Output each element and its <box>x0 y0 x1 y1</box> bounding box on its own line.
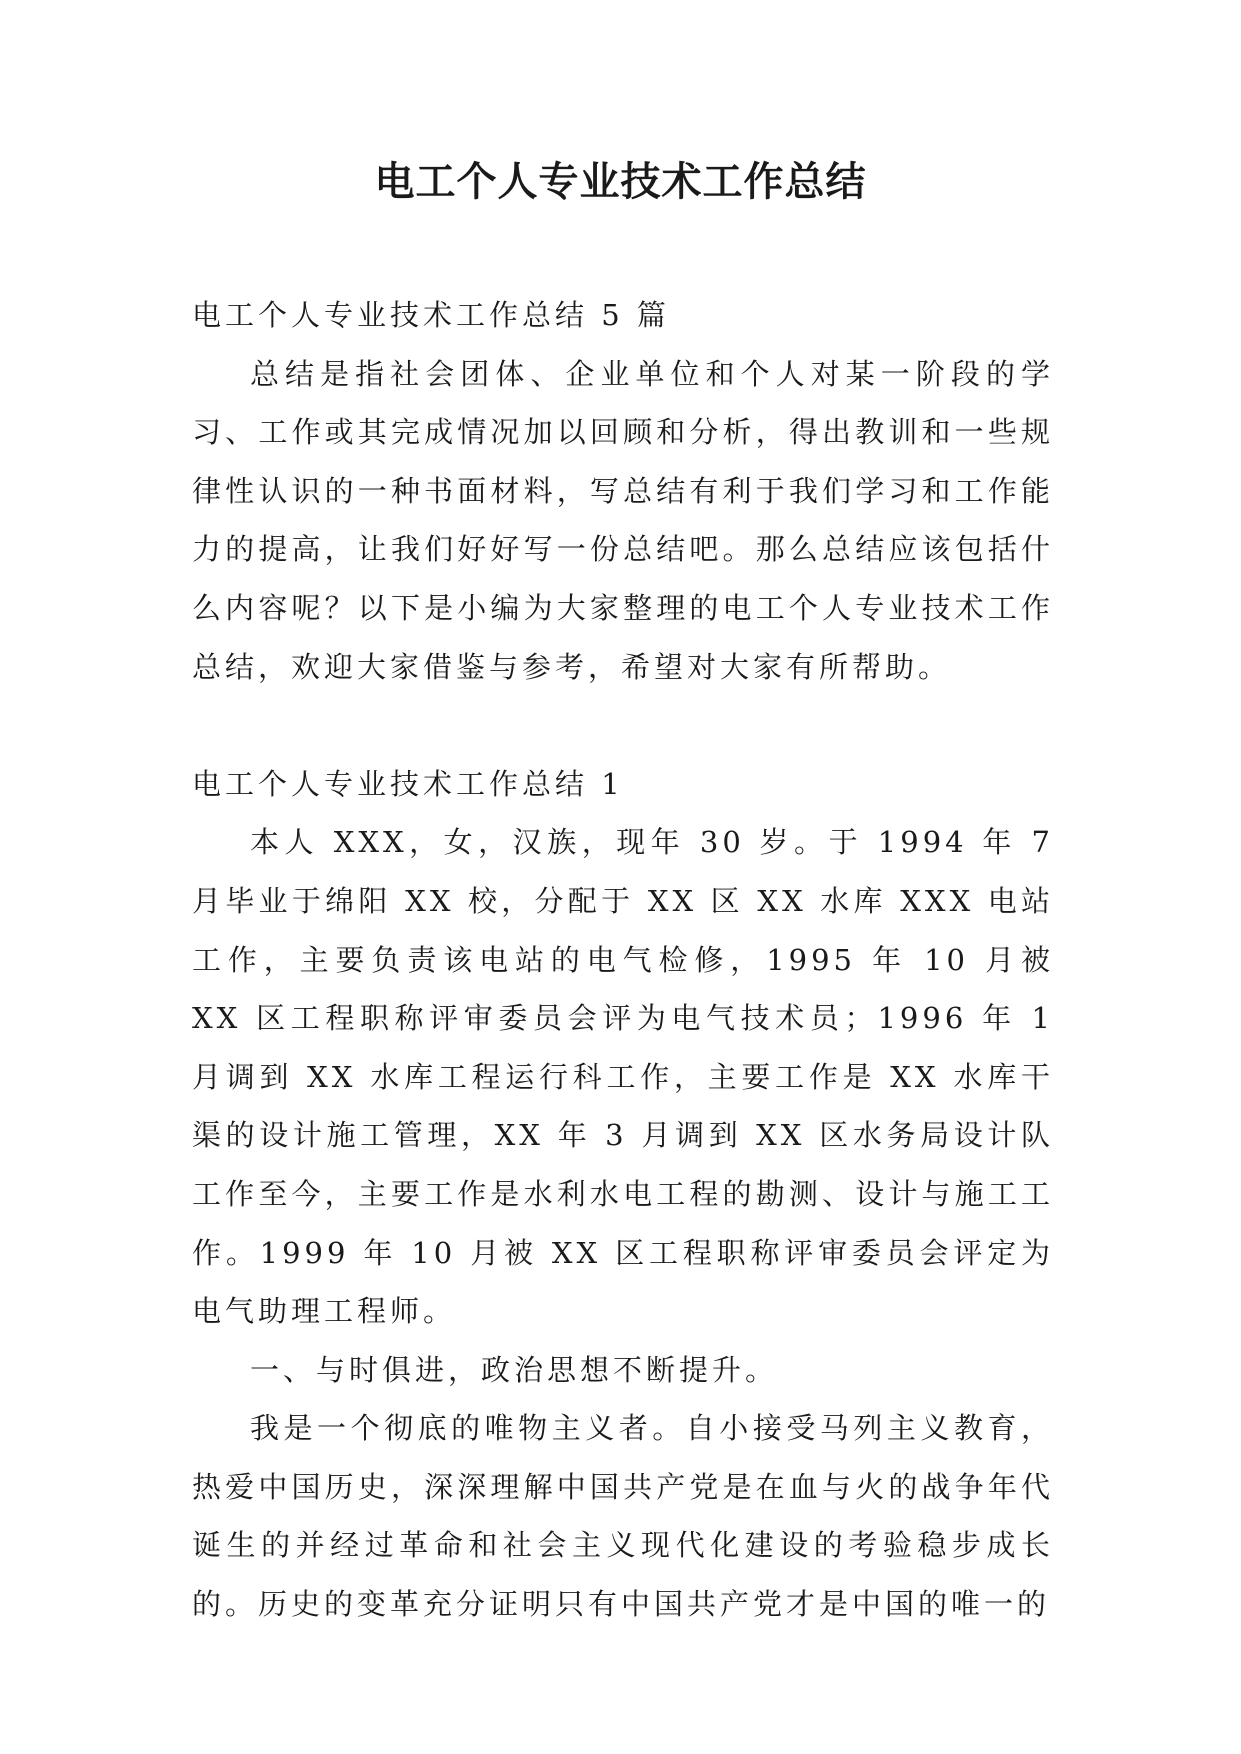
intro-paragraph: 总结是指社会团体、企业单位和个人对某一阶段的学习、工作或其完成情况加以回顾和分析，得出教训和一些规律性认识的一种书面材料，写总结有利于我们学习和工作能力的提高，让我们好好写一份总结吧。那么总结应该包括什么内容呢？以下是小编为大家整理的电工个人专业技术工作总结，欢迎大家借鉴与参考，希望对大家有所帮助。 <box>192 356 1054 684</box>
paragraph-spacer <box>192 696 1054 755</box>
document-subtitle: 电工个人专业技术工作总结 5 篇 <box>192 298 670 332</box>
document-body <box>192 286 1054 1634</box>
document-title: 电工个人专业技术工作总结 <box>374 159 867 205</box>
section-paragraph: 我是一个彻底的唯物主义者。自小接受马列主义教育，热爱中国历史，深深理解中国共产党是在血与火的战争年代诞生的并经过革命和社会主义现代化建设的考验稳步成长的。历史的变革充分证明只有中国共产党才是中国的唯一的 <box>192 1411 1054 1622</box>
section-heading: 电工个人专业技术工作总结 1 <box>192 766 624 801</box>
section-paragraph: 本人 XXX，女，汉族，现年 30 岁。于 1994 年 7 月毕业于绵阳 XX 校，分配于 XX 区 XX 水库 XXX 电站工作，主要负责该电站的电气检修，1995 年 10 月被 XX 区工程职称评审委员会评为电气技术员；1996 年 1 月调到 XX 水库工程运行科工作，主要工作是 XX 水库干渠的设计施工管理，XX 年 3 月调到 XX 区水务局设计队工作至今，主要工作是水利水电工程的勘测、设计与施工工作。1999 年 10 月被 XX 区工程职称评审委员会评定为电气助理工程师。 <box>192 825 1054 1329</box>
section-point-heading: 一、与时俱进，政治思想不断提升。 <box>250 1352 779 1387</box>
